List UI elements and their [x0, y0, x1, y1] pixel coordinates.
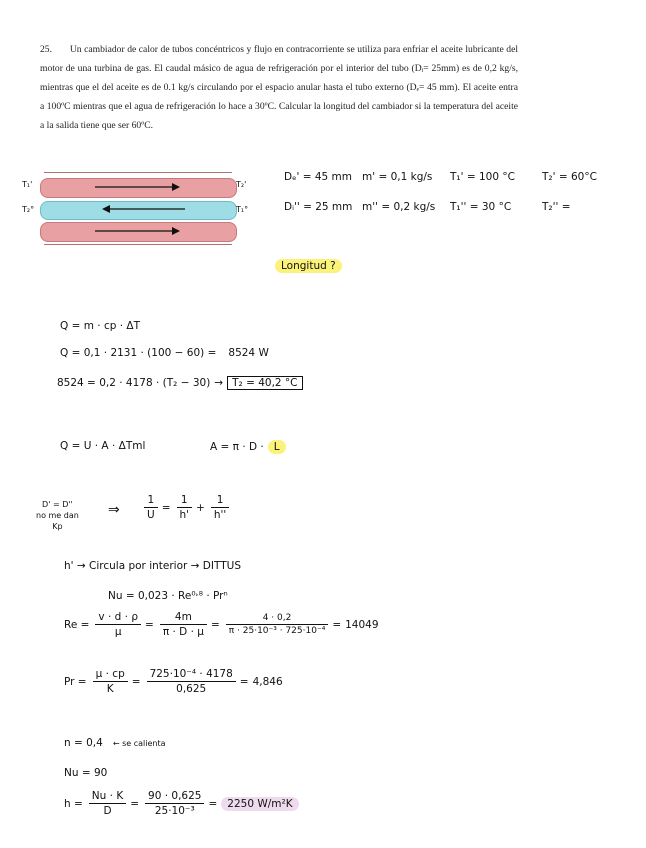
- q-formula: Q = m · cp · ΔT: [60, 320, 141, 332]
- re-lhs: Re =: [64, 618, 90, 631]
- q-ua-formula: Q = U · A · ΔTml: [60, 440, 146, 452]
- d-note-3: Kp: [52, 522, 63, 531]
- re-eq-2: =: [210, 618, 220, 631]
- h-f1-num: Nu · K: [89, 790, 126, 804]
- given-t1-water: T₁'' = 30 °C: [450, 201, 512, 213]
- h-lhs: h =: [64, 797, 83, 810]
- water-flow-arrowhead: [102, 205, 110, 213]
- h-f2-den: 25·10⁻³: [154, 805, 195, 817]
- t2-line: [57, 376, 307, 390]
- arrow-icon: →: [214, 377, 224, 389]
- re-result: 14049: [345, 618, 379, 631]
- u-equals: =: [161, 501, 171, 514]
- t2-equation: 8524 = 0,2 · 4178 · (T₂ − 30): [57, 377, 211, 389]
- hp-line: h' → Circula por interior → DITTUS: [64, 560, 241, 572]
- re-fraction-3: [226, 613, 329, 636]
- h-equation: [64, 790, 303, 817]
- u-fraction: [144, 494, 158, 521]
- n-note: ← se calienta: [112, 738, 166, 748]
- pr-f1-den: K: [106, 683, 114, 695]
- label-t1-in: T₁': [22, 180, 33, 189]
- h-f2-num: 90 · 0,625: [145, 790, 204, 804]
- h-eq-1: =: [130, 797, 140, 810]
- u-den: U: [147, 509, 155, 521]
- re-fraction-1: [95, 611, 141, 638]
- area-lhs: A = π · D ·: [210, 441, 264, 453]
- hp-fraction: [177, 494, 193, 521]
- pr-eq-1: =: [131, 675, 141, 688]
- flow-arrows: [0, 0, 646, 300]
- re-eq-3: =: [332, 618, 342, 631]
- u-num: 1: [144, 494, 158, 508]
- given-m-water: m'' = 0,2 kg/s: [362, 201, 436, 213]
- re-f3-den: π · 25·10⁻³ · 725·10⁻⁴: [228, 626, 326, 636]
- h-fraction-1: [89, 790, 126, 817]
- h-f1-den: D: [103, 805, 112, 817]
- pr-f2-num: 725·10⁻⁴ · 4178: [147, 668, 236, 682]
- problem-text: Un cambiador de calor de tubos concéntricos y flujo en contracorriente se utiliza para enfriar el aceite lubricante del motor de una turbina de gas. El caudal másico de agua de refrigeración por el interior del tubo (Dᵢ= 25mm) es de 0,2 kg/s, mientras que el del aceite es de 0.1 kg/s circulando por el espacio anular hasta el tubo externo (Dₑ= 45 mm). El aceite entra a 100ºC mientras que el agua de refrigeración lo hace a 30ºC. Calcular la longitud del cambiador si la temperatura del aceite a la salida tiene que ser 60ºC.: [40, 44, 519, 131]
- pr-fraction-2: [147, 668, 236, 695]
- hpp-den: h'': [213, 509, 227, 521]
- hp-den: h': [179, 509, 190, 521]
- hpp-fraction: [211, 494, 229, 521]
- re-fraction-2: [160, 611, 207, 638]
- label-t2-out: T₂': [236, 180, 247, 189]
- pr-lhs: Pr =: [64, 675, 87, 688]
- given-t1-in: T₁' = 100 °C: [450, 171, 515, 183]
- given-de: Dₑ' = 45 mm: [284, 171, 352, 183]
- area-formula: [210, 440, 290, 454]
- pr-f1-num: μ · cp: [93, 668, 128, 682]
- pr-result: 4,846: [252, 675, 283, 688]
- re-f2-num: 4m: [160, 611, 207, 625]
- nu-value: Nu = 90: [64, 767, 108, 779]
- label-t1-out: T₁°: [236, 205, 249, 214]
- n-line: [64, 737, 169, 749]
- re-eq-1: =: [145, 618, 154, 631]
- hpp-num: 1: [211, 494, 229, 508]
- problem-number: 25.: [40, 44, 52, 55]
- t2-result: T₂ = 40,2 °C: [227, 376, 302, 390]
- pr-equation: [64, 668, 287, 695]
- re-f2-den: π · D · μ: [162, 626, 204, 638]
- u-plus: +: [196, 501, 205, 514]
- re-f1-num: v · d · ρ: [95, 611, 141, 625]
- h-eq-2: =: [208, 797, 218, 810]
- q-value-lhs: Q = 0,1 · 2131 · (100 − 60) =: [60, 347, 217, 359]
- area-length-highlight: L: [268, 440, 286, 454]
- re-f3-num: 4 · 0,2: [226, 613, 329, 625]
- pr-eq-2: =: [239, 675, 249, 688]
- q-value-line: [60, 347, 273, 359]
- d-note-2: no me dan: [36, 511, 79, 520]
- re-equation: [64, 611, 383, 638]
- given-t2-water: T₂'' =: [542, 201, 571, 213]
- given-m-oil: m' = 0,1 kg/s: [362, 171, 433, 183]
- unknown-length: Longitud ?: [275, 259, 342, 273]
- hp-num: 1: [177, 494, 193, 508]
- implies-icon: ⇒: [108, 502, 120, 518]
- n-value: n = 0,4: [64, 737, 103, 749]
- d-note: [36, 499, 79, 532]
- nu-formula: Nu = 0,023 · Re⁰˒⁸ · Prⁿ: [108, 590, 228, 602]
- u-equation: [142, 494, 233, 521]
- h-fraction-2: [145, 790, 204, 817]
- oil-flow-arrowhead-top: [172, 183, 180, 191]
- pr-fraction-1: [93, 668, 128, 695]
- d-note-1: D' = D'': [42, 500, 73, 509]
- pr-f2-den: 0,625: [176, 683, 207, 695]
- h-result: 2250 W/m²K: [221, 797, 298, 811]
- oil-flow-arrowhead-bottom: [172, 227, 180, 235]
- given-t2-prime: T₂' = 60°C: [542, 171, 597, 183]
- label-t2-in: T₂°: [22, 205, 35, 214]
- q-value-rhs: 8524 W: [228, 347, 269, 359]
- given-di: Dᵢ'' = 25 mm: [284, 201, 353, 213]
- re-f1-den: μ: [114, 626, 122, 638]
